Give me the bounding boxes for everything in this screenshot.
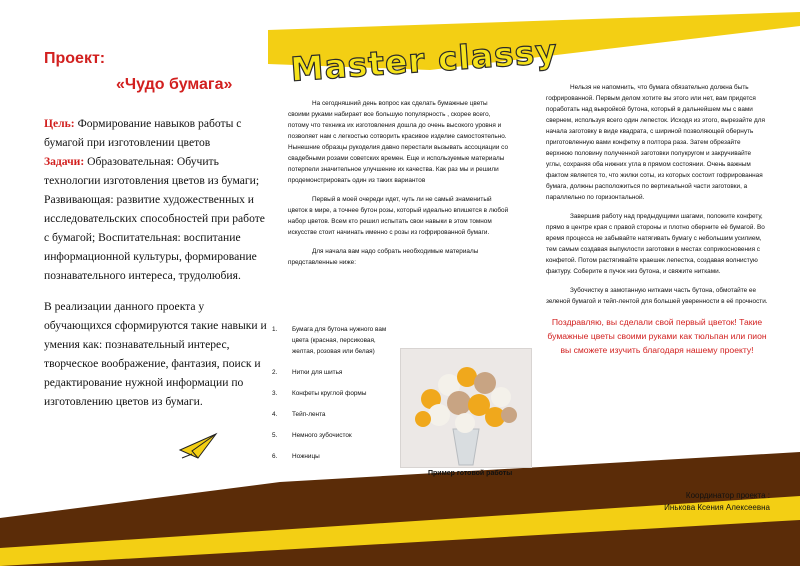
list-item: 5. Немного зубочисток	[272, 432, 352, 439]
right-column	[546, 82, 768, 365]
middle-paragraph-3: Для начала вам надо собрать необходимые материалы представленные ниже:	[288, 248, 479, 266]
coordinator-name: Инькова Ксения Алексеевна	[664, 503, 770, 512]
left-column	[44, 50, 270, 411]
middle-column	[288, 98, 510, 276]
result-paragraph: В реализации данного проекта у обучающихся сформируются такие навыки и умения как: познавательный интерес, творческое воображение, фантазия, поиск и редактирование нужной информации по изготовлению цветов из бумаги.	[44, 300, 267, 408]
materials-list	[270, 324, 400, 472]
list-item: 6. Ножницы	[272, 453, 320, 460]
middle-paragraph-1: На сегодняшний день вопрос как сделать бумажные цветы своими руками набирает все большую популярность , скорее всего, потому что техника их изготовления дошла до очень высокого уровня и позволяет нам с легкостью сотворить красивое изделие самостоятельно. Нынешние образцы рукоделия давно перестали вызывать ассоциации со свадебными розами советских времен. Еще и используемые материалы потерпели значительное улучшение их качества. Как раз мы и решили продемонстрировать один из таких вариантов	[288, 100, 508, 184]
right-paragraph-2: Завершив работу над предыдущими шагами, положите конфету, прямо в центре края с правой стороны и плотно оберните её бумагой. Во время процесса не забывайте натягивать бумагу с небольшим усилием, тем самым создавая выпуклости заготовки в местах соприкосновения с конфетой. Потом растягивайте краешек лепестка, создавая волнистую фактуру. Соберите в пучок низ бутона, и свяжите нитками.	[546, 213, 765, 275]
paper-flower-bouquet-icon	[400, 348, 532, 468]
middle-paragraph-2: Первый в моей очереди идет, чуть ли не самый знаменитый цветок в мире, а точнее бутон розы, который идеально впишется в любой набор цветов. Всем кто решил испытать свои навыки в этом томном искусстве стоит начинать именно с розы из гофрированной бумаги.	[288, 196, 509, 236]
photo-caption: Пример готовой работы	[428, 470, 513, 477]
paper-plane-icon	[178, 432, 218, 460]
tasks-text: Образовательная: Обучить технологии изготовления цветов из бумаги; Развивающая: развитие художественных и исследовательских способностей при работе с бумагой; Воспитательная: воспитание информационной культуры, формирование познавательного интереса, трудолюбия.	[44, 155, 265, 282]
right-paragraph-3: Зубочистку в замотанную нитками часть бутона, обмотайте ее зеленой бумагой и тейп-лентой для большей уверенности в её прочности.	[546, 287, 768, 305]
list-item: 2. Нитки для шитья	[272, 369, 343, 376]
list-item: 1. Бумага для бутона нужного вам цвета (красная, персиковая, желтая, розовая или белая)	[272, 326, 387, 355]
coordinator-label: Координатор проекта :	[685, 491, 770, 500]
goals-paragraph	[44, 114, 270, 285]
project-heading: Проект:	[44, 50, 106, 67]
tasks-label: Задачи:	[44, 155, 85, 168]
goal-label: Цель:	[44, 117, 75, 130]
right-paragraph-1: Нельзя не напомнить, что бумага обязательно должна быть гофрированной. Первым делом хотите вы этого или нет, вам придется поработать над выкройкой бутона, который в дальнейшем мы с вами свернем, используя всего один лепесток. Исходя из этого, вырезайте для начала заготовку в виде квадрата, с шириной позволяющей обернуть приготовленную вами конфетку в полтора раза. Затем обрезайте верхнюю половину полученной заготовки полукругом и закручивайте углы, сохраняя оба нижних угла в прямом состоянии. Очень важным фактом является то, что жилки соты, из которых состоит гофрированная бумага, должны расположиться по вертикальной части заготовки, а параллельно по горизонтальной.	[546, 84, 765, 201]
project-name: «Чудо бумага»	[116, 76, 233, 93]
congratulations-text: Поздравляю, вы сделали свой первый цветок! Такие бумажные цветы своими руками как тюльпан или пион вы сможете изучить благодаря нашему проекту!	[547, 317, 767, 355]
goal-text: Формирование навыков работы с бумагой при изготовлении цветов	[44, 117, 242, 149]
list-item: 4. Тейп-лента	[272, 411, 326, 418]
coordinator-block	[620, 490, 770, 514]
list-item: 3. Конфеты круглой формы	[272, 390, 367, 397]
master-class-title: Master classy	[289, 31, 559, 90]
